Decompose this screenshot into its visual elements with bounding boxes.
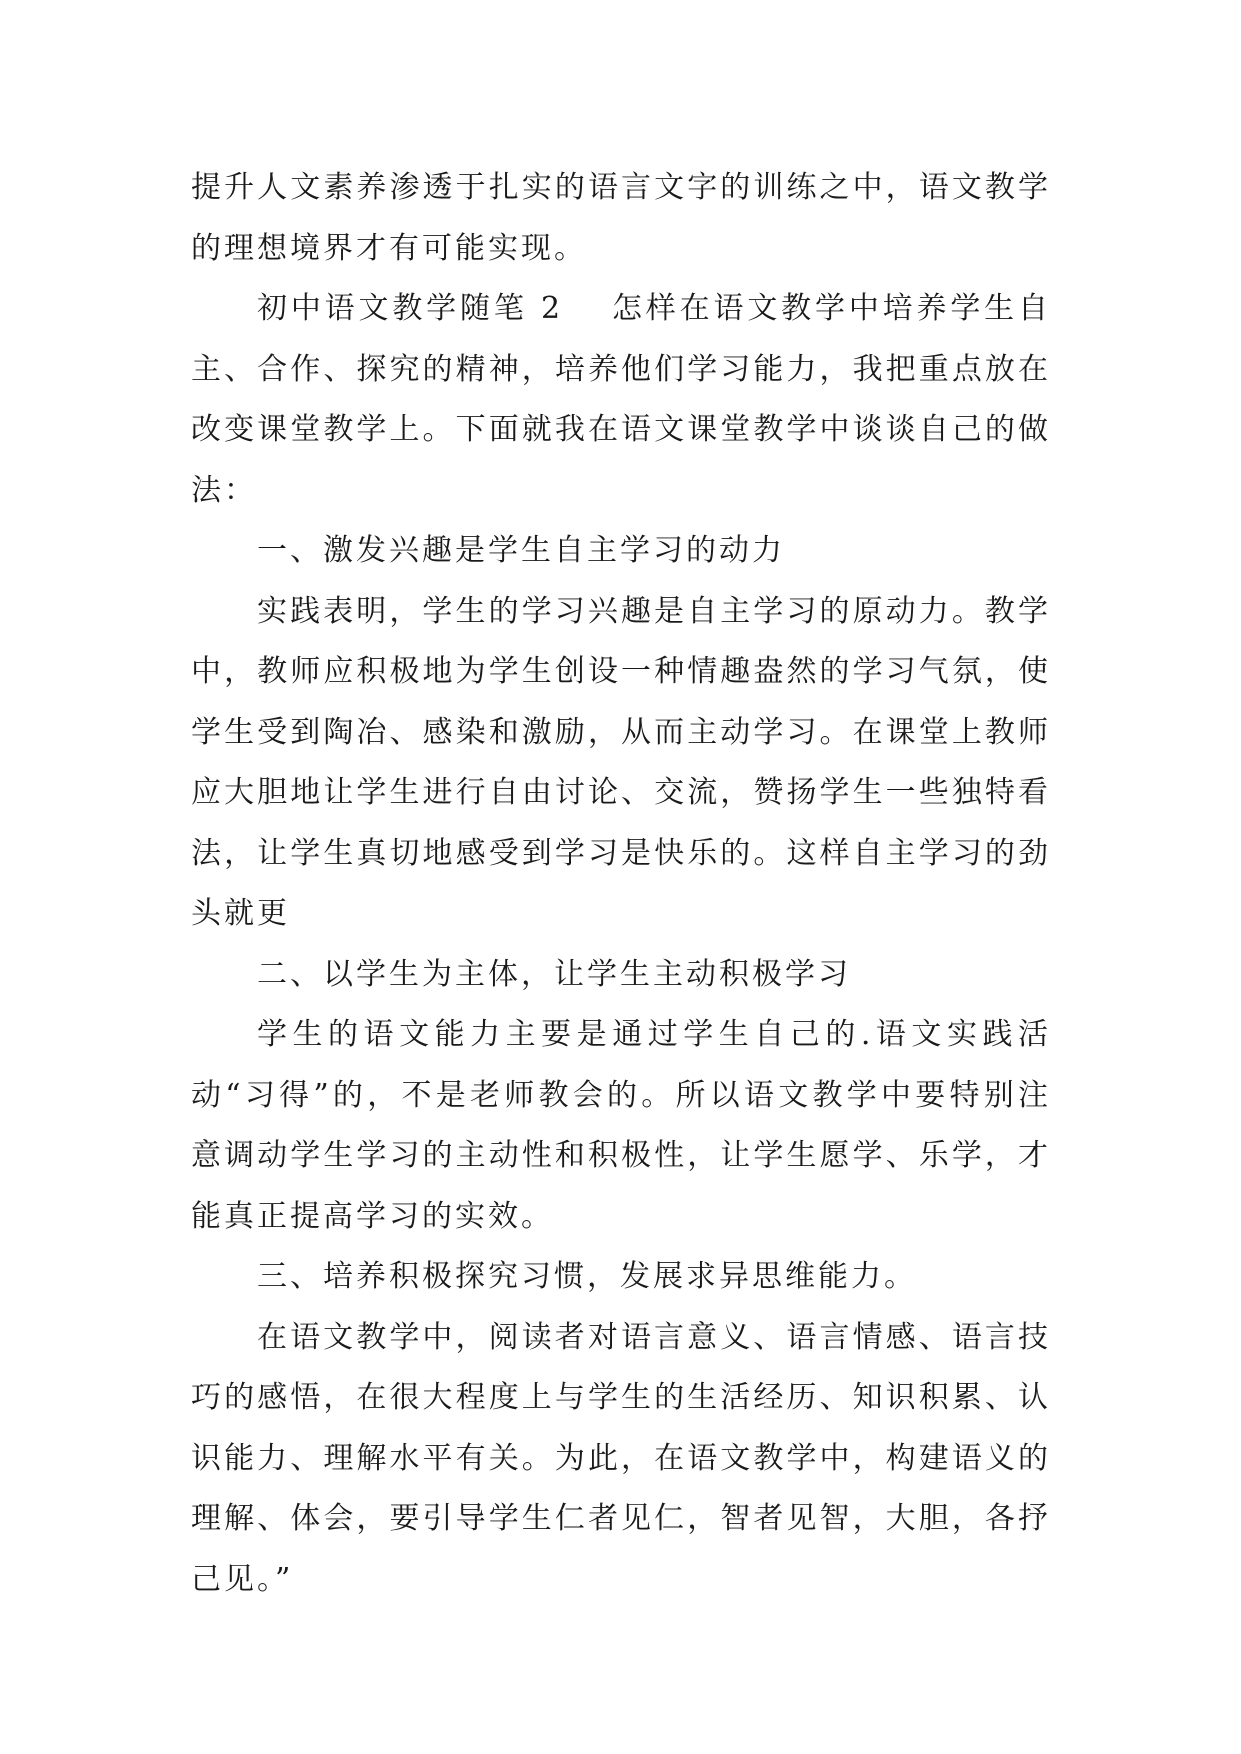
essay-title: 初中语文教学随笔 2 <box>257 291 564 326</box>
paragraph-1: 提升人文素养渗透于扎实的语言文字的训练之中，语文教学的理想境界才有可能实现。 <box>191 170 1051 266</box>
section-heading-1: 一、激发兴趣是学生自主学习的动力 <box>257 533 785 568</box>
paragraph-4: 学生的语文能力主要是通过学生自己的.语文实践活动“习得”的，不是老师教会的。所以语文教学中要特别注意调动学生学习的主动性和积极性，让学生愿学、乐学，才能真正提高学习的实效。 <box>191 1017 1051 1234</box>
section-heading-3: 三、培养积极探究习惯，发展求异思维能力。 <box>257 1259 917 1294</box>
paragraph-2 <box>191 279 1051 521</box>
paragraph-5: 在语文教学中，阅读者对语言意义、语言情感、语言技巧的感悟，在很大程度上与学生的生活经历、知识积累、认识能力、理解水平有关。为此，在语文教学中，构建语义的理解、体会，要引导学生仁者见仁，智者见智，大胆，各抒己见。” <box>191 1319 1051 1597</box>
section-heading-2: 二、以学生为主体，让学生主动积极学习 <box>257 956 851 992</box>
paragraph-3: 实践表明，学生的学习兴趣是自主学习的原动力。教学中，教师应积极地为学生创设一种情趣盎然的学习气氛，使学生受到陶冶、感染和激励，从而主动学习。在课堂上教师应大胆地让学生进行自由讨论、交流，赞扬学生一些独特看法，让学生真切地感受到学习是快乐的。这样自主学习的劲头就更 <box>191 593 1051 931</box>
body-text <box>191 158 1051 1610</box>
paragraph-2-body: 怎样在语文教学中培养学生自主、合作、探究的精神，培养他们学习能力，我把重点放在改变课堂教学上。下面就我在语文课堂教学中谈谈自己的做法： <box>191 291 1051 508</box>
